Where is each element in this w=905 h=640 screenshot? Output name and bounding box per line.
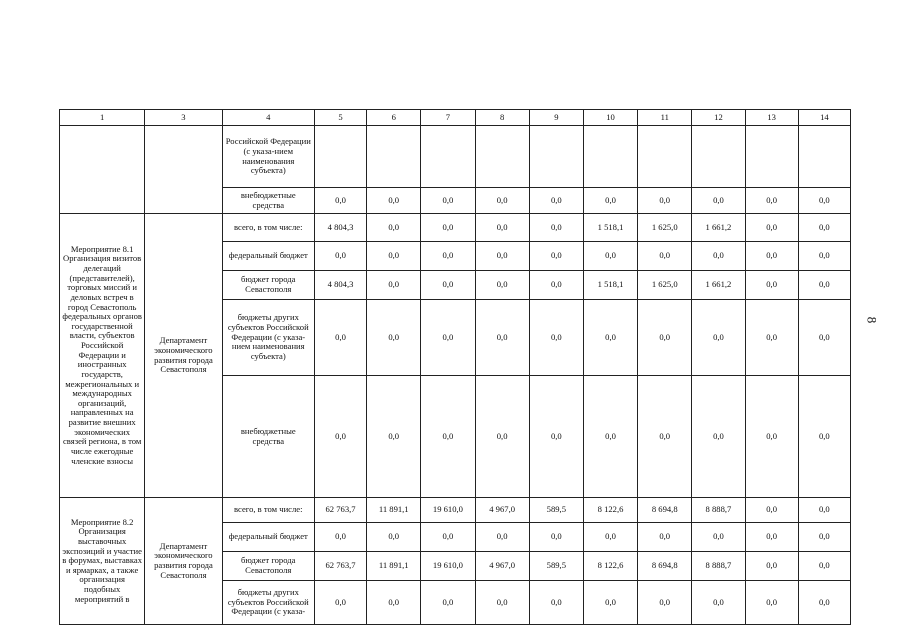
table-row bbox=[60, 498, 851, 523]
executor-cell: Департамент экономического развития города Севастополя bbox=[145, 498, 222, 625]
value-cell: 0,0 bbox=[475, 581, 529, 625]
value-cell: 8 694,8 bbox=[638, 552, 692, 581]
value-cell: 0,0 bbox=[583, 376, 637, 498]
value-cell: 0,0 bbox=[314, 376, 366, 498]
value-cell: 0,0 bbox=[583, 523, 637, 552]
value-cell: 4 804,3 bbox=[314, 214, 366, 242]
value-cell: 8 694,8 bbox=[638, 498, 692, 523]
table-row bbox=[60, 126, 851, 188]
column-header: 8 bbox=[475, 110, 529, 126]
value-cell: 0,0 bbox=[475, 376, 529, 498]
empty-event-cell bbox=[60, 126, 145, 214]
value-cell: 0,0 bbox=[745, 523, 798, 552]
column-header: 6 bbox=[367, 110, 421, 126]
executor-cell: Департамент экономического развития города Севастополя bbox=[145, 214, 222, 498]
funding-source: бюджеты других субъектов Российской Федерации (с указа- bbox=[222, 581, 314, 625]
value-cell: 0,0 bbox=[745, 498, 798, 523]
value-cell: 0,0 bbox=[421, 242, 475, 271]
funding-source: внебюджетные средства bbox=[222, 188, 314, 214]
funding-source: федеральный бюджет bbox=[222, 523, 314, 552]
value-cell: 0,0 bbox=[692, 523, 745, 552]
value-cell: 0,0 bbox=[638, 523, 692, 552]
value-cell: 0,0 bbox=[367, 188, 421, 214]
value-cell: 4 804,3 bbox=[314, 271, 366, 300]
value-cell: 0,0 bbox=[745, 242, 798, 271]
value-cell: 0,0 bbox=[583, 188, 637, 214]
value-cell: 62 763,7 bbox=[314, 552, 366, 581]
column-header: 5 bbox=[314, 110, 366, 126]
funding-source: бюджет города Севастополя bbox=[222, 552, 314, 581]
value-cell: 0,0 bbox=[798, 498, 850, 523]
value-cell: 0,0 bbox=[745, 376, 798, 498]
value-cell: 0,0 bbox=[583, 242, 637, 271]
value-cell bbox=[638, 126, 692, 188]
value-cell: 8 122,6 bbox=[583, 498, 637, 523]
value-cell: 589,5 bbox=[529, 552, 583, 581]
value-cell: 0,0 bbox=[798, 271, 850, 300]
value-cell: 0,0 bbox=[475, 523, 529, 552]
value-cell bbox=[421, 126, 475, 188]
value-cell: 0,0 bbox=[638, 188, 692, 214]
value-cell: 0,0 bbox=[798, 242, 850, 271]
value-cell: 0,0 bbox=[798, 552, 850, 581]
value-cell: 0,0 bbox=[314, 188, 366, 214]
column-header: 10 bbox=[583, 110, 637, 126]
value-cell: 0,0 bbox=[367, 271, 421, 300]
value-cell: 0,0 bbox=[475, 242, 529, 271]
value-cell: 0,0 bbox=[692, 300, 745, 376]
funding-source: бюджеты других субъектов Российской Федерации (с указа-нием наименования субъекта) bbox=[222, 300, 314, 376]
value-cell: 0,0 bbox=[314, 300, 366, 376]
value-cell: 1 625,0 bbox=[638, 214, 692, 242]
value-cell: 0,0 bbox=[367, 581, 421, 625]
value-cell: 0,0 bbox=[529, 214, 583, 242]
column-header: 3 bbox=[145, 110, 222, 126]
budget-table bbox=[59, 109, 851, 625]
value-cell bbox=[745, 126, 798, 188]
value-cell: 0,0 bbox=[638, 242, 692, 271]
value-cell: 0,0 bbox=[314, 523, 366, 552]
column-header: 9 bbox=[529, 110, 583, 126]
value-cell: 0,0 bbox=[745, 271, 798, 300]
value-cell bbox=[798, 126, 850, 188]
value-cell: 0,0 bbox=[421, 581, 475, 625]
value-cell: 19 610,0 bbox=[421, 552, 475, 581]
value-cell: 0,0 bbox=[367, 242, 421, 271]
value-cell: 0,0 bbox=[529, 271, 583, 300]
funding-source: федеральный бюджет bbox=[222, 242, 314, 271]
table-row bbox=[60, 214, 851, 242]
value-cell: 0,0 bbox=[745, 581, 798, 625]
value-cell: 0,0 bbox=[314, 242, 366, 271]
value-cell: 0,0 bbox=[421, 214, 475, 242]
value-cell: 0,0 bbox=[583, 300, 637, 376]
value-cell bbox=[692, 126, 745, 188]
column-header: 1 bbox=[60, 110, 145, 126]
value-cell: 0,0 bbox=[638, 581, 692, 625]
column-header: 13 bbox=[745, 110, 798, 126]
event-description: Мероприятие 8.2 Организация выставочных экспозиций и участие в форумах, выставках и ярмарках, а также организация подобных мероприятий в bbox=[60, 498, 145, 625]
value-cell: 4 967,0 bbox=[475, 552, 529, 581]
value-cell bbox=[475, 126, 529, 188]
value-cell: 19 610,0 bbox=[421, 498, 475, 523]
value-cell: 1 661,2 bbox=[692, 214, 745, 242]
value-cell: 1 518,1 bbox=[583, 214, 637, 242]
value-cell bbox=[367, 126, 421, 188]
empty-executor-cell bbox=[145, 126, 222, 214]
value-cell: 0,0 bbox=[529, 242, 583, 271]
funding-source: всего, в том числе: bbox=[222, 498, 314, 523]
value-cell: 589,5 bbox=[529, 498, 583, 523]
value-cell: 1 625,0 bbox=[638, 271, 692, 300]
page-number: 8 bbox=[864, 316, 880, 324]
value-cell: 0,0 bbox=[529, 581, 583, 625]
value-cell: 0,0 bbox=[798, 188, 850, 214]
value-cell: 0,0 bbox=[638, 300, 692, 376]
value-cell: 1 661,2 bbox=[692, 271, 745, 300]
value-cell: 0,0 bbox=[475, 271, 529, 300]
value-cell: 0,0 bbox=[314, 581, 366, 625]
value-cell: 0,0 bbox=[798, 581, 850, 625]
value-cell: 11 891,1 bbox=[367, 498, 421, 523]
column-header: 7 bbox=[421, 110, 475, 126]
value-cell: 8 888,7 bbox=[692, 552, 745, 581]
value-cell bbox=[583, 126, 637, 188]
value-cell: 0,0 bbox=[421, 271, 475, 300]
value-cell: 0,0 bbox=[692, 242, 745, 271]
value-cell: 8 122,6 bbox=[583, 552, 637, 581]
value-cell: 0,0 bbox=[367, 523, 421, 552]
value-cell: 11 891,1 bbox=[367, 552, 421, 581]
column-header: 4 bbox=[222, 110, 314, 126]
value-cell bbox=[314, 126, 366, 188]
value-cell: 0,0 bbox=[529, 300, 583, 376]
value-cell: 0,0 bbox=[745, 214, 798, 242]
value-cell: 0,0 bbox=[475, 214, 529, 242]
value-cell: 0,0 bbox=[367, 214, 421, 242]
value-cell: 0,0 bbox=[798, 214, 850, 242]
header-row bbox=[60, 110, 851, 126]
value-cell: 0,0 bbox=[692, 188, 745, 214]
value-cell: 0,0 bbox=[367, 376, 421, 498]
value-cell: 0,0 bbox=[367, 300, 421, 376]
value-cell: 0,0 bbox=[798, 300, 850, 376]
value-cell: 8 888,7 bbox=[692, 498, 745, 523]
column-header: 12 bbox=[692, 110, 745, 126]
column-header: 14 bbox=[798, 110, 850, 126]
value-cell: 0,0 bbox=[421, 188, 475, 214]
funding-source: внебюджетные средства bbox=[222, 376, 314, 498]
value-cell bbox=[529, 126, 583, 188]
value-cell: 0,0 bbox=[475, 188, 529, 214]
value-cell: 0,0 bbox=[421, 523, 475, 552]
funding-source: бюджет города Севастополя bbox=[222, 271, 314, 300]
value-cell: 0,0 bbox=[692, 581, 745, 625]
value-cell: 0,0 bbox=[583, 581, 637, 625]
value-cell: 0,0 bbox=[475, 300, 529, 376]
value-cell: 0,0 bbox=[745, 188, 798, 214]
value-cell: 62 763,7 bbox=[314, 498, 366, 523]
value-cell: 0,0 bbox=[745, 552, 798, 581]
value-cell: 1 518,1 bbox=[583, 271, 637, 300]
value-cell: 0,0 bbox=[421, 376, 475, 498]
value-cell: 0,0 bbox=[798, 523, 850, 552]
value-cell: 0,0 bbox=[421, 300, 475, 376]
value-cell: 0,0 bbox=[529, 376, 583, 498]
value-cell: 0,0 bbox=[638, 376, 692, 498]
funding-source: Российской Федерации (с указа-нием наименования субъекта) bbox=[222, 126, 314, 188]
value-cell: 0,0 bbox=[529, 188, 583, 214]
column-header: 11 bbox=[638, 110, 692, 126]
event-description: Мероприятие 8.1 Организация визитов делегаций (представителей), торговых миссий и деловых встреч в город Севастополь федеральных органов государственной власти, субъектов Российской Федерации и иностранных государств, межрегиональных и международных организаций, направленных на развитие внешних экономических связей региона, в том числе ежегодные членские взносы bbox=[60, 214, 145, 498]
value-cell: 0,0 bbox=[798, 376, 850, 498]
funding-source: всего, в том числе: bbox=[222, 214, 314, 242]
value-cell: 0,0 bbox=[745, 300, 798, 376]
value-cell: 4 967,0 bbox=[475, 498, 529, 523]
value-cell: 0,0 bbox=[692, 376, 745, 498]
value-cell: 0,0 bbox=[529, 523, 583, 552]
